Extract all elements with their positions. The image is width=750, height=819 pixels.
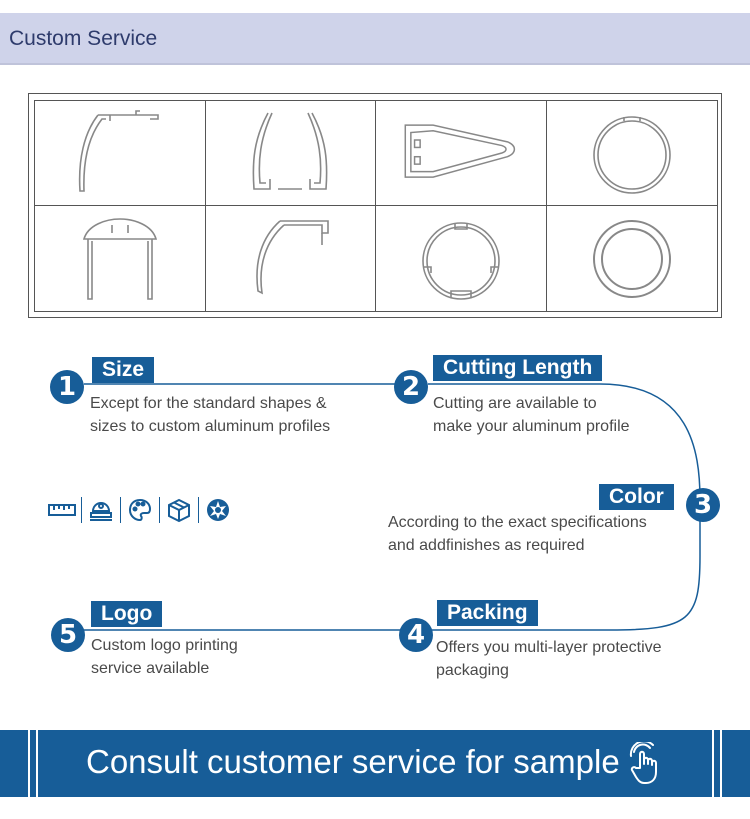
ruler-icon [47,495,77,525]
step-1-title: Size [92,357,154,383]
profile-image-3 [376,101,547,206]
package-box-icon [164,495,194,525]
service-icons-row [47,495,233,525]
cutting-machine-icon [86,495,116,525]
step-3-title: Color [599,484,674,510]
step-2-title: Cutting Length [433,355,602,381]
step-5-title: Logo [91,601,162,627]
profile-image-4 [547,101,718,206]
profile-image-1 [35,101,206,206]
step-4-title: Packing [437,600,538,626]
profile-gallery [28,93,722,318]
section-header [0,13,750,65]
consult-banner[interactable] [0,730,750,797]
profile-image-2 [206,101,377,206]
step-1-number: 1 [50,370,84,404]
logo-badge-icon [203,495,233,525]
profile-image-7 [376,206,547,311]
profile-image-8 [547,206,718,311]
palette-icon [125,495,155,525]
step-5-description: Custom logo printing service available [91,637,238,677]
step-2-number: 2 [394,370,428,404]
profile-image-6 [206,206,377,311]
section-title: Custom Service [9,27,158,50]
step-1-description: Except for the standard shapes & sizes to custom aluminum profiles [90,395,331,435]
consult-banner-text: Consult customer service for sample [86,743,620,780]
step-2-description: Cutting are available to make your aluminum profile [433,395,630,435]
step-4-number: 4 [399,618,433,652]
profile-image-5 [35,206,206,311]
step-5-number: 5 [51,618,85,652]
step-4-description: Offers you multi-layer protective packaging [436,639,662,679]
step-3-number: 3 [686,488,720,522]
step-3-description: According to the exact specifications and addfinishes as required [388,514,647,554]
service-flow [0,330,750,710]
hand-pointer-icon [628,742,674,786]
